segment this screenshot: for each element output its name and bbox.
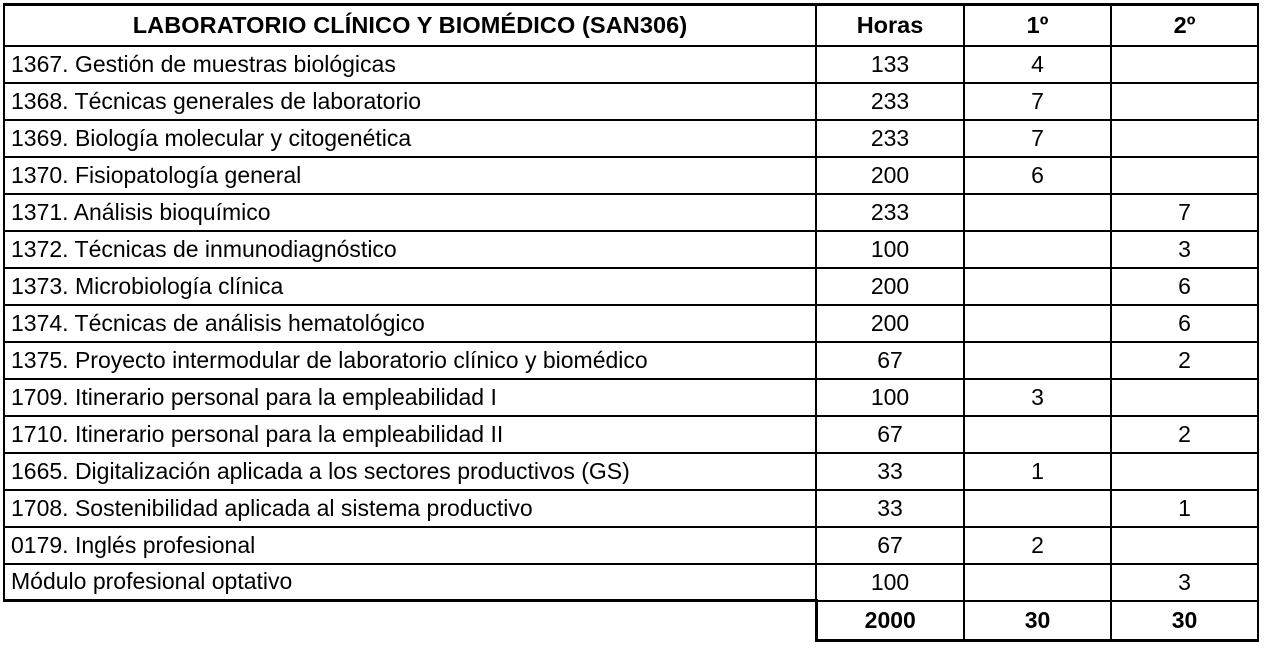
table-row [4,379,1258,416]
module-hours: 67 [816,416,964,453]
module-first-year [964,231,1111,268]
module-name: 1369. Biología molecular y citogenética [4,120,816,157]
module-second-year [1111,120,1258,157]
module-hours: 33 [816,453,964,490]
module-first-year: 4 [964,46,1111,83]
module-first-year: 6 [964,157,1111,194]
table-row [4,83,1258,120]
module-first-year: 3 [964,379,1111,416]
totals-label [4,601,816,641]
module-second-year: 2 [1111,342,1258,379]
header-first-year: 1º [964,5,1111,46]
module-name: 1368. Técnicas generales de laboratorio [4,83,816,120]
module-second-year: 6 [1111,268,1258,305]
module-name: 1708. Sostenibilidad aplicada al sistema productivo [4,490,816,527]
module-name: 1709. Itinerario personal para la empleabilidad I [4,379,816,416]
module-name: 1370. Fisiopatología general [4,157,816,194]
module-first-year: 1 [964,453,1111,490]
module-first-year [964,490,1111,527]
module-hours: 233 [816,194,964,231]
table-row [4,416,1258,453]
module-hours: 67 [816,342,964,379]
module-second-year: 2 [1111,416,1258,453]
module-hours: 100 [816,564,964,601]
table-row [4,342,1258,379]
module-first-year [964,564,1111,601]
table-row [4,194,1258,231]
module-second-year: 7 [1111,194,1258,231]
module-name: 1374. Técnicas de análisis hematológico [4,305,816,342]
module-name: 0179. Inglés profesional [4,527,816,564]
module-hours: 233 [816,83,964,120]
module-hours: 200 [816,305,964,342]
table-row [4,268,1258,305]
table-row [4,157,1258,194]
module-name: 1372. Técnicas de inmunodiagnóstico [4,231,816,268]
module-first-year: 7 [964,120,1111,157]
module-second-year: 6 [1111,305,1258,342]
module-second-year [1111,83,1258,120]
table-row [4,46,1258,83]
module-hours: 233 [816,120,964,157]
module-second-year [1111,157,1258,194]
module-hours: 100 [816,379,964,416]
module-first-year [964,268,1111,305]
module-first-year [964,194,1111,231]
curriculum-table [3,3,1259,642]
header-program-title: LABORATORIO CLÍNICO Y BIOMÉDICO (SAN306) [4,5,816,46]
module-second-year: 3 [1111,564,1258,601]
module-hours: 33 [816,490,964,527]
module-name: 1371. Análisis bioquímico [4,194,816,231]
module-first-year [964,342,1111,379]
module-second-year [1111,379,1258,416]
table-row [4,453,1258,490]
table-header [4,5,1258,46]
module-hours: 200 [816,157,964,194]
totals-row [4,601,1258,641]
module-hours: 67 [816,527,964,564]
module-second-year: 1 [1111,490,1258,527]
table-row [4,305,1258,342]
module-name: 1710. Itinerario personal para la empleabilidad II [4,416,816,453]
module-hours: 133 [816,46,964,83]
table-row [4,564,1258,601]
total-second-year: 30 [1111,601,1258,641]
table-row [4,527,1258,564]
module-second-year [1111,453,1258,490]
table-row [4,490,1258,527]
module-name: Módulo profesional optativo [4,564,816,601]
module-second-year [1111,527,1258,564]
header-hours: Horas [816,5,964,46]
total-hours: 2000 [816,601,964,641]
module-name: 1665. Digitalización aplicada a los sectores productivos (GS) [4,453,816,490]
module-first-year [964,416,1111,453]
module-second-year [1111,46,1258,83]
header-second-year: 2º [1111,5,1258,46]
module-first-year: 7 [964,83,1111,120]
module-hours: 100 [816,231,964,268]
table-body [4,46,1258,641]
module-name: 1375. Proyecto intermodular de laboratorio clínico y biomédico [4,342,816,379]
module-first-year: 2 [964,527,1111,564]
module-second-year: 3 [1111,231,1258,268]
table-row [4,120,1258,157]
module-name: 1367. Gestión de muestras biológicas [4,46,816,83]
total-first-year: 30 [964,601,1111,641]
module-hours: 200 [816,268,964,305]
module-first-year [964,305,1111,342]
header-row [4,5,1258,46]
module-name: 1373. Microbiología clínica [4,268,816,305]
table-row [4,231,1258,268]
